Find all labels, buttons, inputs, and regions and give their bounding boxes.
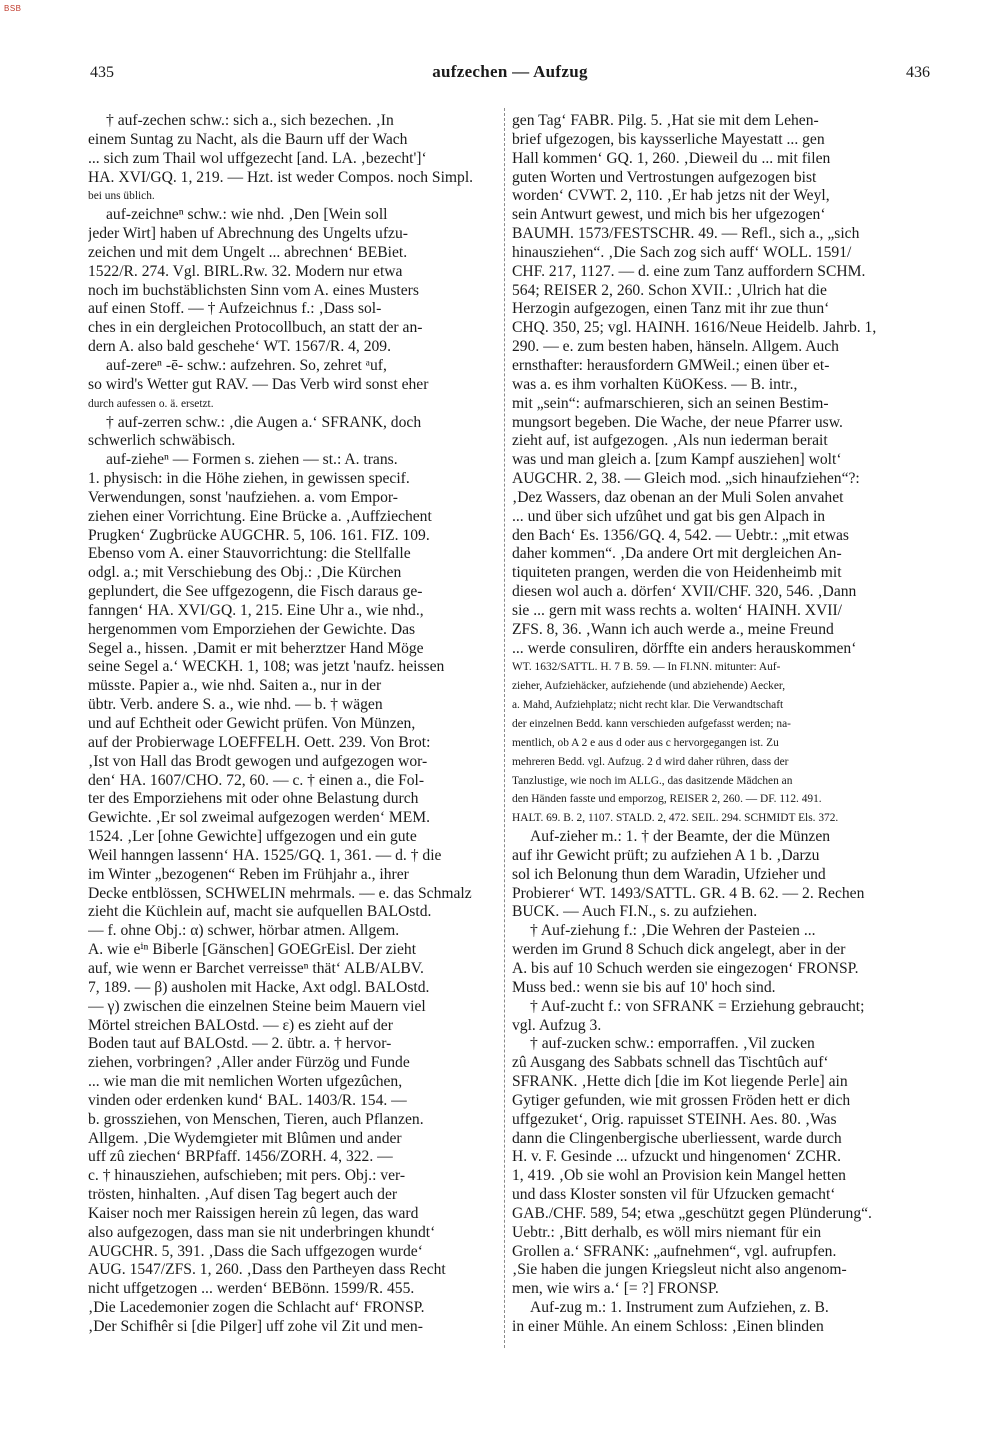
text-line: a. Mahd, Aufziehplatz; nicht recht klar. Die Verwandtschaft [512, 699, 784, 712]
text-line: Decke entblössen, SCHWELIN mehrmals. — e. das Schmalz [88, 884, 472, 902]
text-line: — γ) zwischen die einzelnen Steine beim Mauern viel [88, 997, 426, 1015]
text-line: WT. 1632/SATTL. H. 7 B. 59. — In FI.NN. mitunter: Auf- [512, 661, 781, 674]
text-line: H. v. F. Gesinde ... ufzuckt und hingenomen‘ ZCHR. [512, 1148, 842, 1166]
text-line: Verwendungen, sonst 'naufziehen. a. vom Empor- [88, 488, 398, 506]
text-line: mungsort begeben. Die Wache, der neue Pfarrer usw. [512, 413, 843, 431]
text-line: AUG. 1547/ZFS. 1, 260. ‚Dass den Partheyen dass Recht [88, 1261, 446, 1279]
library-stamp: BSB [4, 4, 22, 13]
text-line: schwerlich schwäbisch. [88, 432, 236, 450]
text-line: im Winter „bezogenen“ Reben im Frühjahr a., ihrer [88, 865, 409, 883]
text-line: geplundert, die See uffgezogenn, die Fisch daraus ge- [88, 583, 423, 601]
text-line: ‚Dez Wassers, daz obenan an der Muli Solen anvahet [512, 488, 844, 506]
text-line: Segel a., hissen. ‚Damit er mit beherztzer Hand Möge [88, 639, 424, 657]
text-line: so wird's Wetter gut RAV. — Das Verb wird sonst eher [88, 375, 429, 393]
text-line: und dass Kloster sonsten vil für Ufzucken gemacht‘ [512, 1186, 836, 1204]
text-line: ‚Sie haben die jungen Kriegsleut nicht also angenom- [512, 1261, 847, 1279]
text-line: guten Worten und Vertrostungen aufgezogen bist [512, 168, 817, 186]
text-line: BAUMH. 1573/FESTSCHR. 49. — Refl., sich a., „sich [512, 225, 860, 243]
text-line: was a. es ihm vorhalten KüOKess. — B. intr., [512, 375, 798, 393]
text-line: ziehen einer Vorrichtung. Eine Brücke a. ‚Auffziechent [88, 507, 432, 525]
right-page-number: 436 [906, 64, 930, 81]
text-line: durch aufessen o. ä. ersetzt. [88, 397, 214, 410]
text-line: ... sich zum Thail wol uffgezecht [and. LA. ‚bezecht']‘ [88, 149, 427, 167]
text-line: auf der Probierwage LOEFFELH. Oett. 239. Von Brot: [88, 733, 431, 751]
text-line: HALT. 69. B. 2, 1107. STALD. 2, 472. SEIL. 294. SCHMIDT Els. 372. [512, 812, 839, 825]
text-line: † Auf-zucht f.: von SFRANK = Erziehung gebraucht; [530, 997, 865, 1015]
text-line: sie ... gern mit wass rechts a. wolten‘ HAINH. XVII/ [512, 601, 842, 619]
page-header [90, 64, 930, 88]
text-line: worden‘ CVWT. 2, 110. ‚Er hab jetzs nit der Weyl, [512, 187, 830, 205]
text-line: Allgem. ‚Die Wydemgieter mit Blûmen und ander [88, 1129, 402, 1147]
text-line: b. grossziehen, von Menschen, Tieren, auch Pflanzen. [88, 1110, 424, 1128]
text-line: Prugken‘ Zugbrücke AUGCHR. 5, 106. 161. FIZ. 109. [88, 526, 430, 544]
text-line: Gewichte. ‚Er sol zweimal aufgezogen werden‘ MEM. [88, 809, 431, 827]
text-line: Tanzlustige, wie noch im ALLG., das dasitzende Mädchen an [512, 774, 793, 787]
text-line: Grollen a.‘ SFRANK: „aufnehmen“, vgl. aufrupfen. [512, 1242, 837, 1260]
text-line: SFRANK. ‚Hette dich [die im Kot liegende Perle] ain [512, 1073, 848, 1091]
text-line: zieht auf, ist aufgezogen. ‚Als nun iederman berait [512, 432, 828, 450]
text-line: sol ich Belonung thun dem Waradin, Ufzieher und [512, 865, 826, 883]
text-line: 7, 189. — β) ausholen mit Hacke, Axt odgl. BALOstd. [88, 978, 430, 996]
text-line: AUGCHR. 2, 38. — Gleich mod. „sich hinaufziehen“?: [512, 470, 860, 488]
text-line: auf-zereⁿ -ē- schw.: aufzehren. So, zehret ᵃuf, [106, 356, 387, 374]
text-line: 290. — e. zum besten haben, hänseln. Allgem. Auch [512, 338, 839, 356]
text-line: Gytiger gefunden, wie mit grossen Fröden hett er dich [512, 1091, 851, 1109]
text-line: fanngen‘ HA. XVI/GQ. 1, 215. Eine Uhr a., wie nhd., [88, 601, 424, 619]
text-line: ... wie man die mit nemlichen Worten ufgezûchen, [88, 1073, 403, 1091]
text-line: CHF. 217, 1127. — d. eine zum Tanz auffordern SCHM. [512, 262, 866, 280]
text-line: 1. physisch: in die Höhe ziehen, in gewissen specif. [88, 470, 410, 488]
text-line: ZFS. 8, 36. ‚Wann ich auch werde a., meine Freund [512, 620, 834, 638]
text-line: zieher, Aufziehäcker, aufziehende (und abziehende) Aecker, [512, 680, 786, 693]
text-line: den‘ HA. 1607/CHO. 72, 60. — c. † einen a., die Fol- [88, 771, 425, 789]
text-line: ‚Der Schifhêr si [die Pilger] uff zohe vil Zit und men- [88, 1318, 423, 1335]
text-line: und auf Echtheit oder Gewicht prüfen. Von Münzen, [88, 715, 416, 732]
text-line: den Händen fasste und emporzog, REISER 2, 260. — DF. 112. 491. [512, 793, 822, 806]
text-line: Uebtr.: ‚Bitt derhalb, es wöll mirs niemant für ein [512, 1223, 822, 1241]
text-line: uff zû ziechen‘ BRPfaff. 1456/ZORH. 4, 322. — [88, 1148, 393, 1166]
text-line: Auf-zug m.: 1. Instrument zum Aufziehen, z. B. [530, 1299, 829, 1317]
left-page-number: 435 [90, 64, 114, 81]
text-line: ‚Die Lacedemonier zogen die Schlacht auf‘ FRONSP. [88, 1299, 425, 1317]
text-line: BUCK. — Auch FI.N., s. zu aufziehen. [512, 903, 758, 921]
text-line: diesen wol auch a. dörfen‘ XVII/CHF. 320, 546. ‚Dann [512, 583, 857, 601]
text-line: auf ihr Gewicht prüft; zu aufziehen A 1 b. ‚Darzu [512, 846, 820, 864]
text-line: Hall kommen‘ GQ. 1, 260. ‚Dieweil du ... mit filen [512, 149, 831, 167]
text-line: † auf-zerren schw.: ‚die Augen a.‘ SFRANK, doch [106, 413, 422, 431]
text-line: uffgezuket‘, Orig. rapuisset STEINH. Aes. 80. ‚Was [512, 1110, 837, 1128]
text-line: 1524. ‚Ler [ohne Gewichte] uffgezogen und ein gute [88, 828, 417, 846]
text-line: A. wie eⁱⁿ Biberle [Gänschen] GOEGrEisl. Der zieht [88, 941, 417, 959]
text-line: tiquiteten prangen, werden die von Heidenheimb mit [512, 564, 842, 582]
text-line: übtr. Verb. andere S. a., wie nhd. — b. † wägen [88, 696, 383, 714]
text-line: 1522/R. 274. Vgl. BIRL.Rw. 32. Modern nur etwa [88, 262, 403, 280]
right-column [512, 112, 926, 1342]
text-line: ... werde consuliren, dörffte ein anders herauskommen‘ [512, 639, 857, 657]
text-line: nicht uffgetzogen ... werden‘ BEBönn. 1599/R. 455. [88, 1280, 415, 1298]
text-line: sein Antwurt gewest, und mich bis her ufgezogen‘ [512, 206, 826, 224]
text-line: zieht die Küchlein auf, macht sie aufquellen BALOstd. [88, 903, 432, 921]
text-line: men, wie wirs a.‘ [= ?] FRONSP. [512, 1280, 719, 1298]
text-line: hergenommen vom Emporziehen der Gewichte. Das [88, 620, 416, 638]
text-line: gen Tag‘ FABR. Pilg. 5. ‚Hat sie mit dem Lehen- [512, 112, 819, 129]
text-line: auf, wie wenn er Barchet verreisseⁿ thät‘ ALB/ALBV. [88, 959, 424, 977]
text-line: vinden oder erdenken kund‘ BAL. 1403/R. 154. — [88, 1091, 407, 1109]
text-line: bei uns üblich. [88, 190, 155, 203]
text-line: A. bis auf 10 Schuch werden sie eingezogen‘ FRONSP. [512, 959, 859, 977]
text-line: Mörtel streichen BALOstd. — ε) es zieht auf der [88, 1016, 393, 1034]
text-line: 564; REISER 2, 260. Schon XVII.: ‚Ulrich hat die [512, 281, 827, 299]
text-line: ziehen, vorbringen? ‚Aller ander Fürzög und Funde [88, 1054, 410, 1072]
text-line: Probierer‘ WT. 1493/SATTL. GR. 4 B. 62. — 2. Rechen [512, 884, 865, 902]
text-line: noch im buchstäblichsten Sinn vom A. eines Musters [88, 281, 419, 299]
running-head: aufzechen — Aufzug [432, 62, 588, 81]
text-line: Kaiser noch mer Raissigen herein zû legen, das ward [88, 1204, 419, 1222]
text-line: mentlich, ob A 2 e aus d oder aus c hervorgegangen ist. Zu [512, 736, 779, 749]
text-line: was und man gleich a. [zum Kampf ausziehen] wolt‘ [512, 451, 842, 469]
text-line: 1, 419. ‚Ob sie wohl an Provision kein Mangel hetten [512, 1167, 846, 1185]
text-line: dern A. also bald geschehe‘ WT. 1567/R. 4, 209. [88, 338, 392, 356]
text-line: auf einen Stoff. — † Aufzeichnus f.: ‚Dass sol- [88, 300, 382, 318]
column-divider [504, 108, 506, 1348]
text-line: werden im Grund 8 Schuch dick angelegt, aber in der [512, 941, 846, 959]
text-line: brief ufgezogen, bis kaysserliche Mayestatt ... gen [512, 130, 825, 148]
text-line: der einzelnen Bedd. kann verschieden aufgefasst werden; na- [512, 718, 791, 730]
text-line: ernsthafter: herausfordern GMWeil.; einen über et- [512, 356, 830, 374]
text-line: auf-zieheⁿ — Formen s. ziehen — st.: A. trans. [106, 451, 398, 469]
text-line: ... und über sich ufzûhet und gat bis gen Alpach in [512, 507, 826, 525]
text-line: den Bach‘ Es. 1356/GQ. 4, 542. — Uebtr.: „mit etwas [512, 526, 849, 544]
text-line: ches in ein dergleichen Protocollbuch, an statt der an- [88, 319, 423, 337]
text-line: Auf-zieher m.: 1. † der Beamte, der die Münzen [530, 828, 831, 846]
text-line: in einer Mühle. An einem Schloss: ‚Einen blinden [512, 1318, 824, 1335]
text-line: † Auf-ziehung f.: ‚Die Wehren der Pasteien ... [530, 922, 816, 940]
text-line: — f. ohne Obj.: α) schwer, hörbar atmen. Allgem. [88, 922, 400, 940]
text-line: Ebenso vom A. einer Stauvorrichtung: die Stellfalle [88, 545, 411, 563]
text-line: CHQ. 350, 25; vgl. HAINH. 1616/Neue Heidelb. Jahrb. 1, [512, 319, 877, 337]
text-line: mehreren Bedd. vgl. Aufzug. 2 d wird daher rühren, dass der [512, 755, 789, 768]
text-line: hinausziehen“. ‚Die Sach zog sich auff‘ WOLL. 1591/ [512, 243, 852, 261]
text-line: jeder Wirt] haben uf Abrechnung des Ungelts ufzu- [88, 225, 408, 243]
text-line: trösten, hinhalten. ‚Auf disen Tag begert auch der [88, 1186, 398, 1204]
text-line: vgl. Aufzug 3. [512, 1016, 602, 1034]
text-line: HA. XVI/GQ. 1, 219. — Hzt. ist weder Compos. noch Simpl. [88, 168, 474, 186]
text-line: daher kommen“. ‚Da andere Ort mit dergleichen An- [512, 545, 842, 563]
text-line: † auf-zucken schw.: emporraffen. ‚Vil zucken [530, 1035, 815, 1053]
text-line: GAB./CHF. 589, 54; etwa „geschützt gegen Plünderung“. [512, 1204, 872, 1222]
left-column [88, 112, 502, 1342]
text-line: † auf-zechen schw.: sich a., sich bezechen. ‚In [106, 112, 394, 129]
text-line: ter des Emporziehens mit oder ohne Belastung durch [88, 790, 419, 808]
text-line: mit „sein“: aufmarschieren, sich an seinen Bestim- [512, 394, 829, 412]
text-line: Herzogin aufgezogen, einen Tanz mit ihr zue thun‘ [512, 300, 830, 318]
text-line: Weil hanngen lassenn‘ HA. 1525/GQ. 1, 361. — d. † die [88, 846, 442, 864]
text-line: AUGCHR. 5, 391. ‚Dass die Sach uffgezogen wurde‘ [88, 1242, 423, 1260]
text-line: Boden taut auf BALOstd. — 2. übtr. a. † hervor- [88, 1035, 392, 1053]
text-line: odgl. a.; mit Verschiebung des Obj.: ‚Die Kürchen [88, 564, 402, 582]
text-line: Muss bed.: wenn sie bis auf 10' hoch sind. [512, 978, 776, 996]
text-line: auf-zeichneⁿ schw.: wie nhd. ‚Den [Wein soll [106, 206, 388, 224]
text-line: c. † hinausziehen, aufschieben; mit pers. Obj.: ver- [88, 1167, 406, 1185]
text-line: müsste. Papier a., wie nhd. Saiten a., nur in der [88, 677, 382, 695]
text-line: einem Suntag zu Nacht, als die Baurn uff der Wach [88, 130, 408, 148]
text-line: seine Segel a.‘ WECKH. 1, 108; was jetzt 'naufz. heissen [88, 658, 445, 676]
text-line: also aufgezogen, dass man sie nit underbringen khundt‘ [88, 1223, 436, 1241]
text-line: ‚Ist von Hall das Brodt gewogen und aufgezogen wor- [88, 752, 428, 770]
text-line: zû Ausgang des Sabbats schnell das Tischtûch auf‘ [512, 1054, 829, 1072]
text-line: dann die Clingenbergische uberliessent, warde durch [512, 1129, 842, 1147]
text-line: zeichen und mit dem Ungelt ... abrechnen‘ BEBiet. [88, 243, 408, 261]
